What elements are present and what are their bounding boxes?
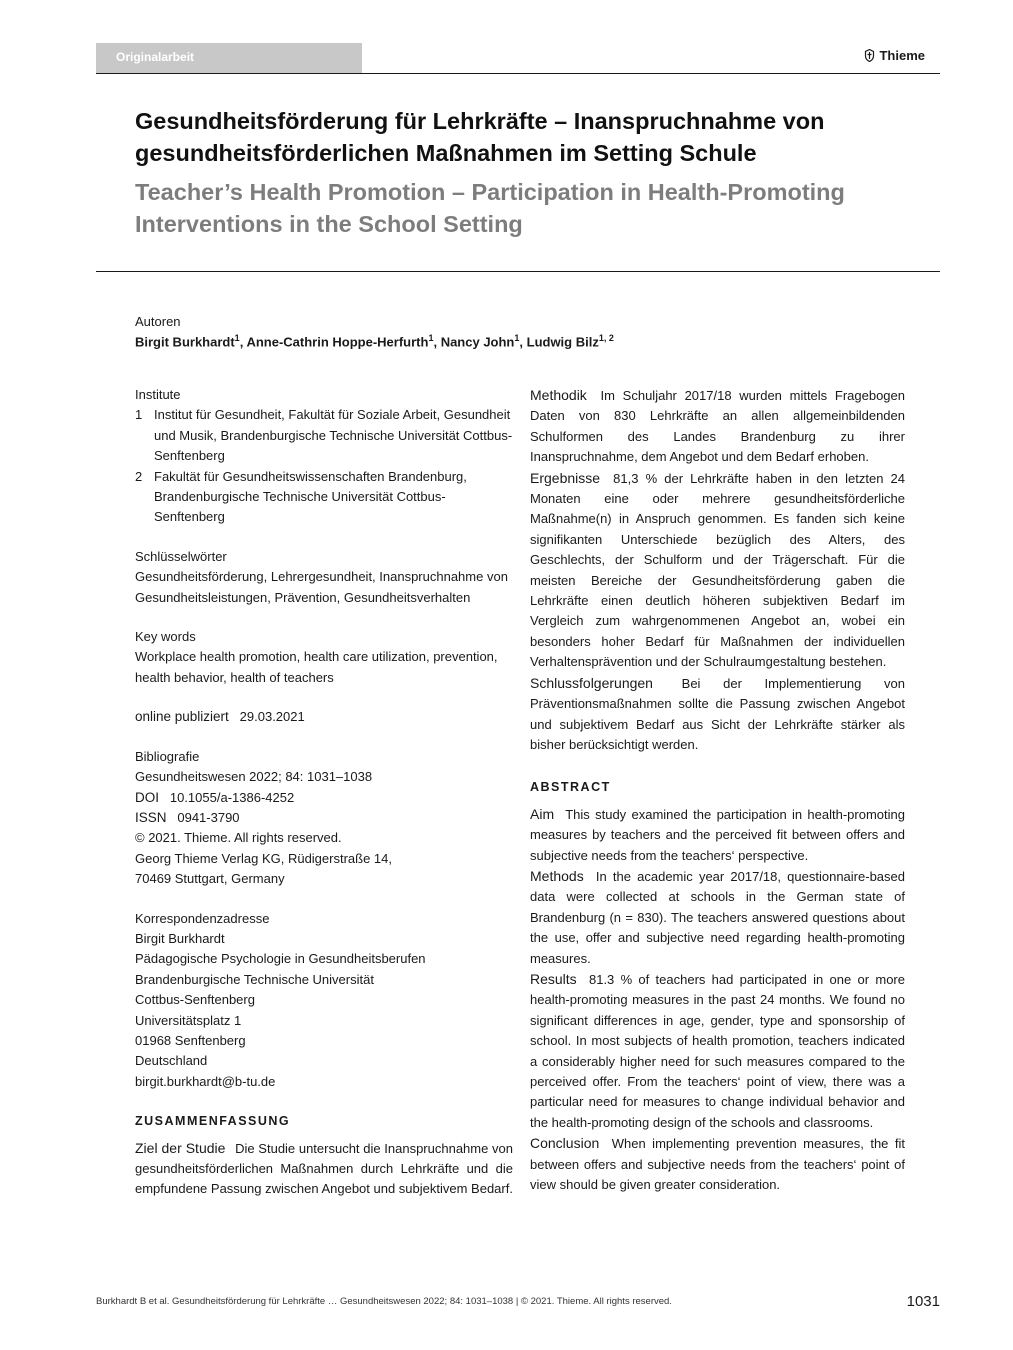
korrespondenz-section [135,909,513,1093]
left-column [135,385,513,1200]
publisher-brand [864,48,925,63]
author-name: Nancy John [440,334,515,350]
email-link[interactable]: birgit.burkhardt@b-tu.de [135,1073,276,1089]
author-affiliation: 1, 2 [598,333,614,343]
title-english: Teacher’s Health Promotion – Participation in Health-Promoting Interventions in the School Setting [135,179,845,237]
schluesselwoerter-section [135,547,513,608]
schluesselwoerter-label: Schlüsselwörter [135,548,227,564]
address-line: 01968 Senftenberg [135,1032,246,1048]
title-german: Gesundheitsförderung für Lehrkräfte – Inanspruchnahme von gesundheitsförderlichen Maßnahmen im Setting Schule [135,108,825,166]
institute-text: Fakultät für Gesundheitswissenschaften Brandenburg, Brandenburgische Technische Universität Cottbus-Senftenberg [154,468,467,525]
copyright: © 2021. Thieme. All rights reserved. [135,830,342,846]
address-line: Cottbus-Senftenberg [135,992,255,1008]
ziel-label: Ziel der Studie [135,1139,226,1156]
doi-value[interactable]: 10.1055/a-1386-4252 [169,789,295,805]
keywords-label: Key words [135,629,196,645]
ziel-paragraph [135,1138,513,1200]
ergebnisse-text: 81,3 % der Lehrkräfte haben in den letzten 24 Monaten eine oder mehrere gesundheitsförderliche Maßnahme(n) in Anspruch genommen. Es fanden sich keine signifikanten Unterschiede bezüglich des Alters, des Geschlechts, der Schulform und der Trägerschaft. Für die meisten Bereiche der Gesundheitsförderung gaben die Lehrkräfte einen deutlich höheren subjektiven Bedarf im Vergleich zum wahrgenommenen Angebot an, wobei ein besonders hoher Bedarf für Maßnahmen der individuellen Verhaltensprävention und der Schulraumgestaltung bestehen. [530,470,905,670]
author-name: Birgit Burkhardt [135,334,235,350]
abstract-heading: ABSTRACT [530,780,611,795]
bibliografie-section [135,747,513,890]
aim-label: Aim [530,805,555,822]
author-name: Ludwig Bilz [526,334,599,350]
author-name: Anne-Cathrin Hoppe-Herfurth [246,334,429,350]
schluss-paragraph [530,673,905,756]
address-line: Brandenburgische Technische Universität [135,971,374,987]
methodik-text: Im Schuljahr 2017/18 wurden mittels Fragebogen Daten von 830 Lehrkräfte an allen allgemeinbildenden Schulformen des Landes Brandenburg zu ihrer Inanspruchnahme, dem Angebot und dem Bedarf erhoben. [530,388,905,465]
address-line: Birgit Burkhardt [135,930,225,946]
institute-item [135,405,513,466]
author-affiliation: 1 [514,333,520,343]
ziel-text: Die Studie untersucht die Inanspruchnahme von gesundheitsförderlichen Maßnahmen durch Lehrkräfte und die empfundene Passung zwischen Angebot und subjektivem Bedarf. [135,1140,513,1197]
author-separator: , [239,334,247,350]
header-rule [96,73,940,74]
results-text: 81.3 % of teachers had participated in one or more health-promoting measures in the past 24 months. We found no significant differences in age, gender, type and sponsorship of school. In most subjects of health promotion, teachers indicated a considerably higher need for such measures compared to the perceived offer. From the teachers‘ point of view, there was a particular need for measures to change individual behavior and the health-promoting design of the schools and classrooms. [530,971,905,1130]
issn-label: ISSN [135,809,167,825]
results-paragraph [530,969,905,1133]
address-line: Pädagogische Psychologie in Gesundheitsberufen [135,951,426,967]
page-number: 1031 [906,1293,940,1310]
schluss-text: Bei der Implementierung von Präventionsmaßnahmen sollte die Passung zwischen Angebot und subjektivem Bedarf aus Sicht der Lehrkräfte stärker als bisher berücksichtigt werden. [530,675,905,752]
conclusion-paragraph [530,1133,905,1195]
bibliografie-label: Bibliografie [135,748,200,764]
institute-item [135,467,513,528]
issn-line [135,808,513,828]
publisher-address-line: 70469 Stuttgart, Germany [135,871,285,887]
authors-label: Autoren [135,314,181,329]
doi-label: DOI [135,789,160,805]
institute-number: 2 [135,468,143,484]
doi-line [135,788,513,808]
institute-number: 1 [135,407,143,423]
right-column [530,385,905,1195]
thieme-logo-icon [864,49,875,62]
institutes-section [135,385,513,528]
methods-text: In the academic year 2017/18, questionnaire-based data were collected at schools in the German state of Brandenburg (n = 830). The teachers answered questions about the use, offer and subjective need regarding health-promoting measures. [530,868,905,966]
schluesselwoerter-text: Gesundheitsförderung, Lehrergesundheit, Inanspruchnahme von Gesundheitsleistungen, Prävention, Gesundheitsverhalten [135,569,508,605]
online-published [135,707,513,727]
author-affiliation: 1 [428,333,434,343]
footer-citation: Burkhardt B et al. Gesundheitsförderung für Lehrkräfte … Gesundheitswesen 2022; 84: 1031–1038 | © 2021. Thieme. All rights reserved. [96,1296,672,1307]
author-separator: , [519,334,527,350]
article-type-tag: Originalarbeit [96,43,362,74]
methodik-label: Methodik [530,387,587,403]
korrespondenz-label: Korrespondenzadresse [135,910,270,926]
author-separator: , [433,334,441,350]
ergebnisse-paragraph [530,468,905,673]
issn-value: 0941-3790 [177,809,240,825]
methods-label: Methods [530,867,584,884]
author-affiliation: 1 [234,333,240,343]
address-line: Deutschland [135,1053,208,1069]
online-label: online publiziert [135,709,229,725]
results-label: Results [530,970,577,987]
methodik-paragraph [530,385,905,468]
title-rule [96,271,940,272]
keywords-text: Workplace health promotion, health care utilization, prevention, health behavior, health of teachers [135,649,498,685]
publisher-name: Thieme [879,48,925,63]
conclusion-label: Conclusion [530,1135,600,1152]
aim-text: This study examined the participation in health-promoting measures by teachers and the perceived fit between offers and subjective needs from the teachers‘ perspective. [530,806,905,863]
zusammenfassung-heading: ZUSAMMENFASSUNG [135,1114,291,1129]
schluss-label: Schlussfolgerungen [530,674,653,691]
author-list [135,333,614,349]
methods-paragraph [530,866,905,969]
ergebnisse-label: Ergebnisse [530,469,601,486]
address-line: Universitätsplatz 1 [135,1012,242,1028]
conclusion-text: When implementing prevention measures, the fit between offers and subjective needs from the teachers‘ point of view should be given greater consideration. [530,1136,905,1193]
publisher-address-line: Georg Thieme Verlag KG, Rüdigerstraße 14, [135,850,392,866]
keywords-section [135,627,513,688]
institutes-label: Institute [135,387,181,402]
institute-text: Institut für Gesundheit, Fakultät für Soziale Arbeit, Gesundheit und Musik, Brandenburgische Technische Universität Cottbus-Senftenberg [154,407,513,464]
aim-paragraph [530,804,905,866]
citation: Gesundheitswesen 2022; 84: 1031–1038 [135,769,373,785]
online-date: 29.03.2021 [239,709,305,725]
